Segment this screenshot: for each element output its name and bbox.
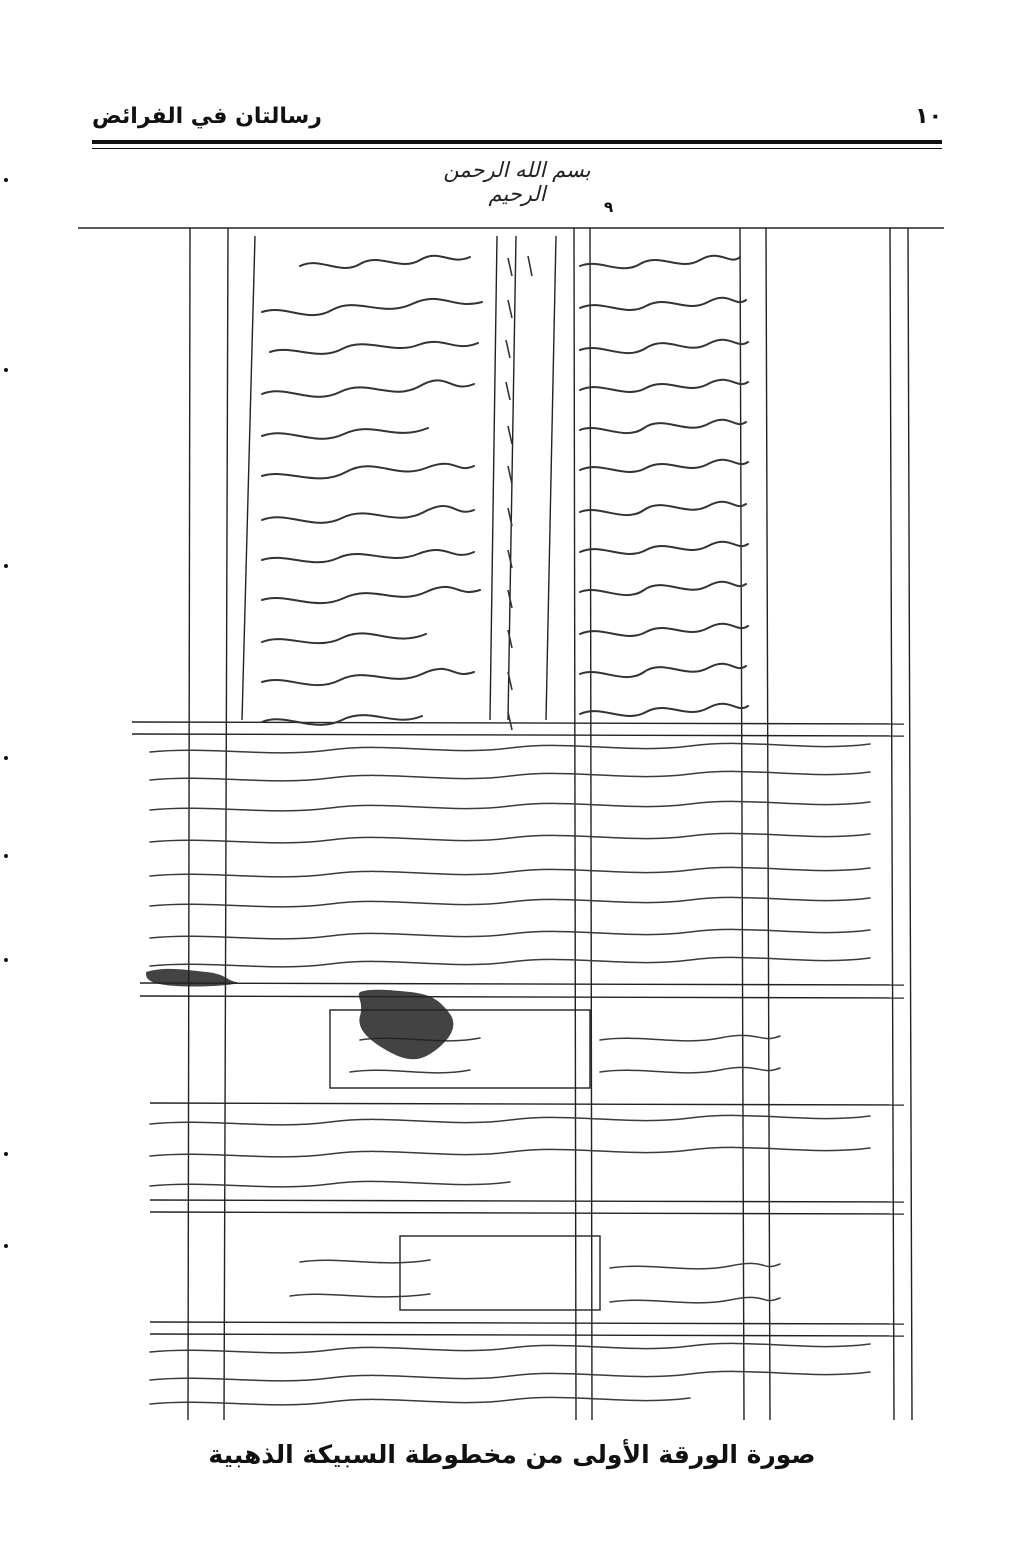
- poem-right-hemistichs: [580, 256, 748, 716]
- manuscript-basmala: بسم الله الرحمن الرحيم: [443, 158, 591, 206]
- figure-caption: صورة الورقة الأولى من مخطوطة السبيكة الذهبية: [208, 1440, 816, 1469]
- ink-damage: [146, 969, 453, 1059]
- margin-dots: [4, 178, 8, 1248]
- book-title: رسالتان في الفرائض: [92, 104, 322, 129]
- manuscript-frame: [78, 228, 944, 1420]
- poem-left-hemistichs: [262, 256, 482, 725]
- page-number: ١٠: [915, 104, 942, 129]
- verse-number-marks: [506, 256, 532, 730]
- commentary-lines: [150, 743, 870, 1404]
- folio-number: ٩: [604, 198, 614, 216]
